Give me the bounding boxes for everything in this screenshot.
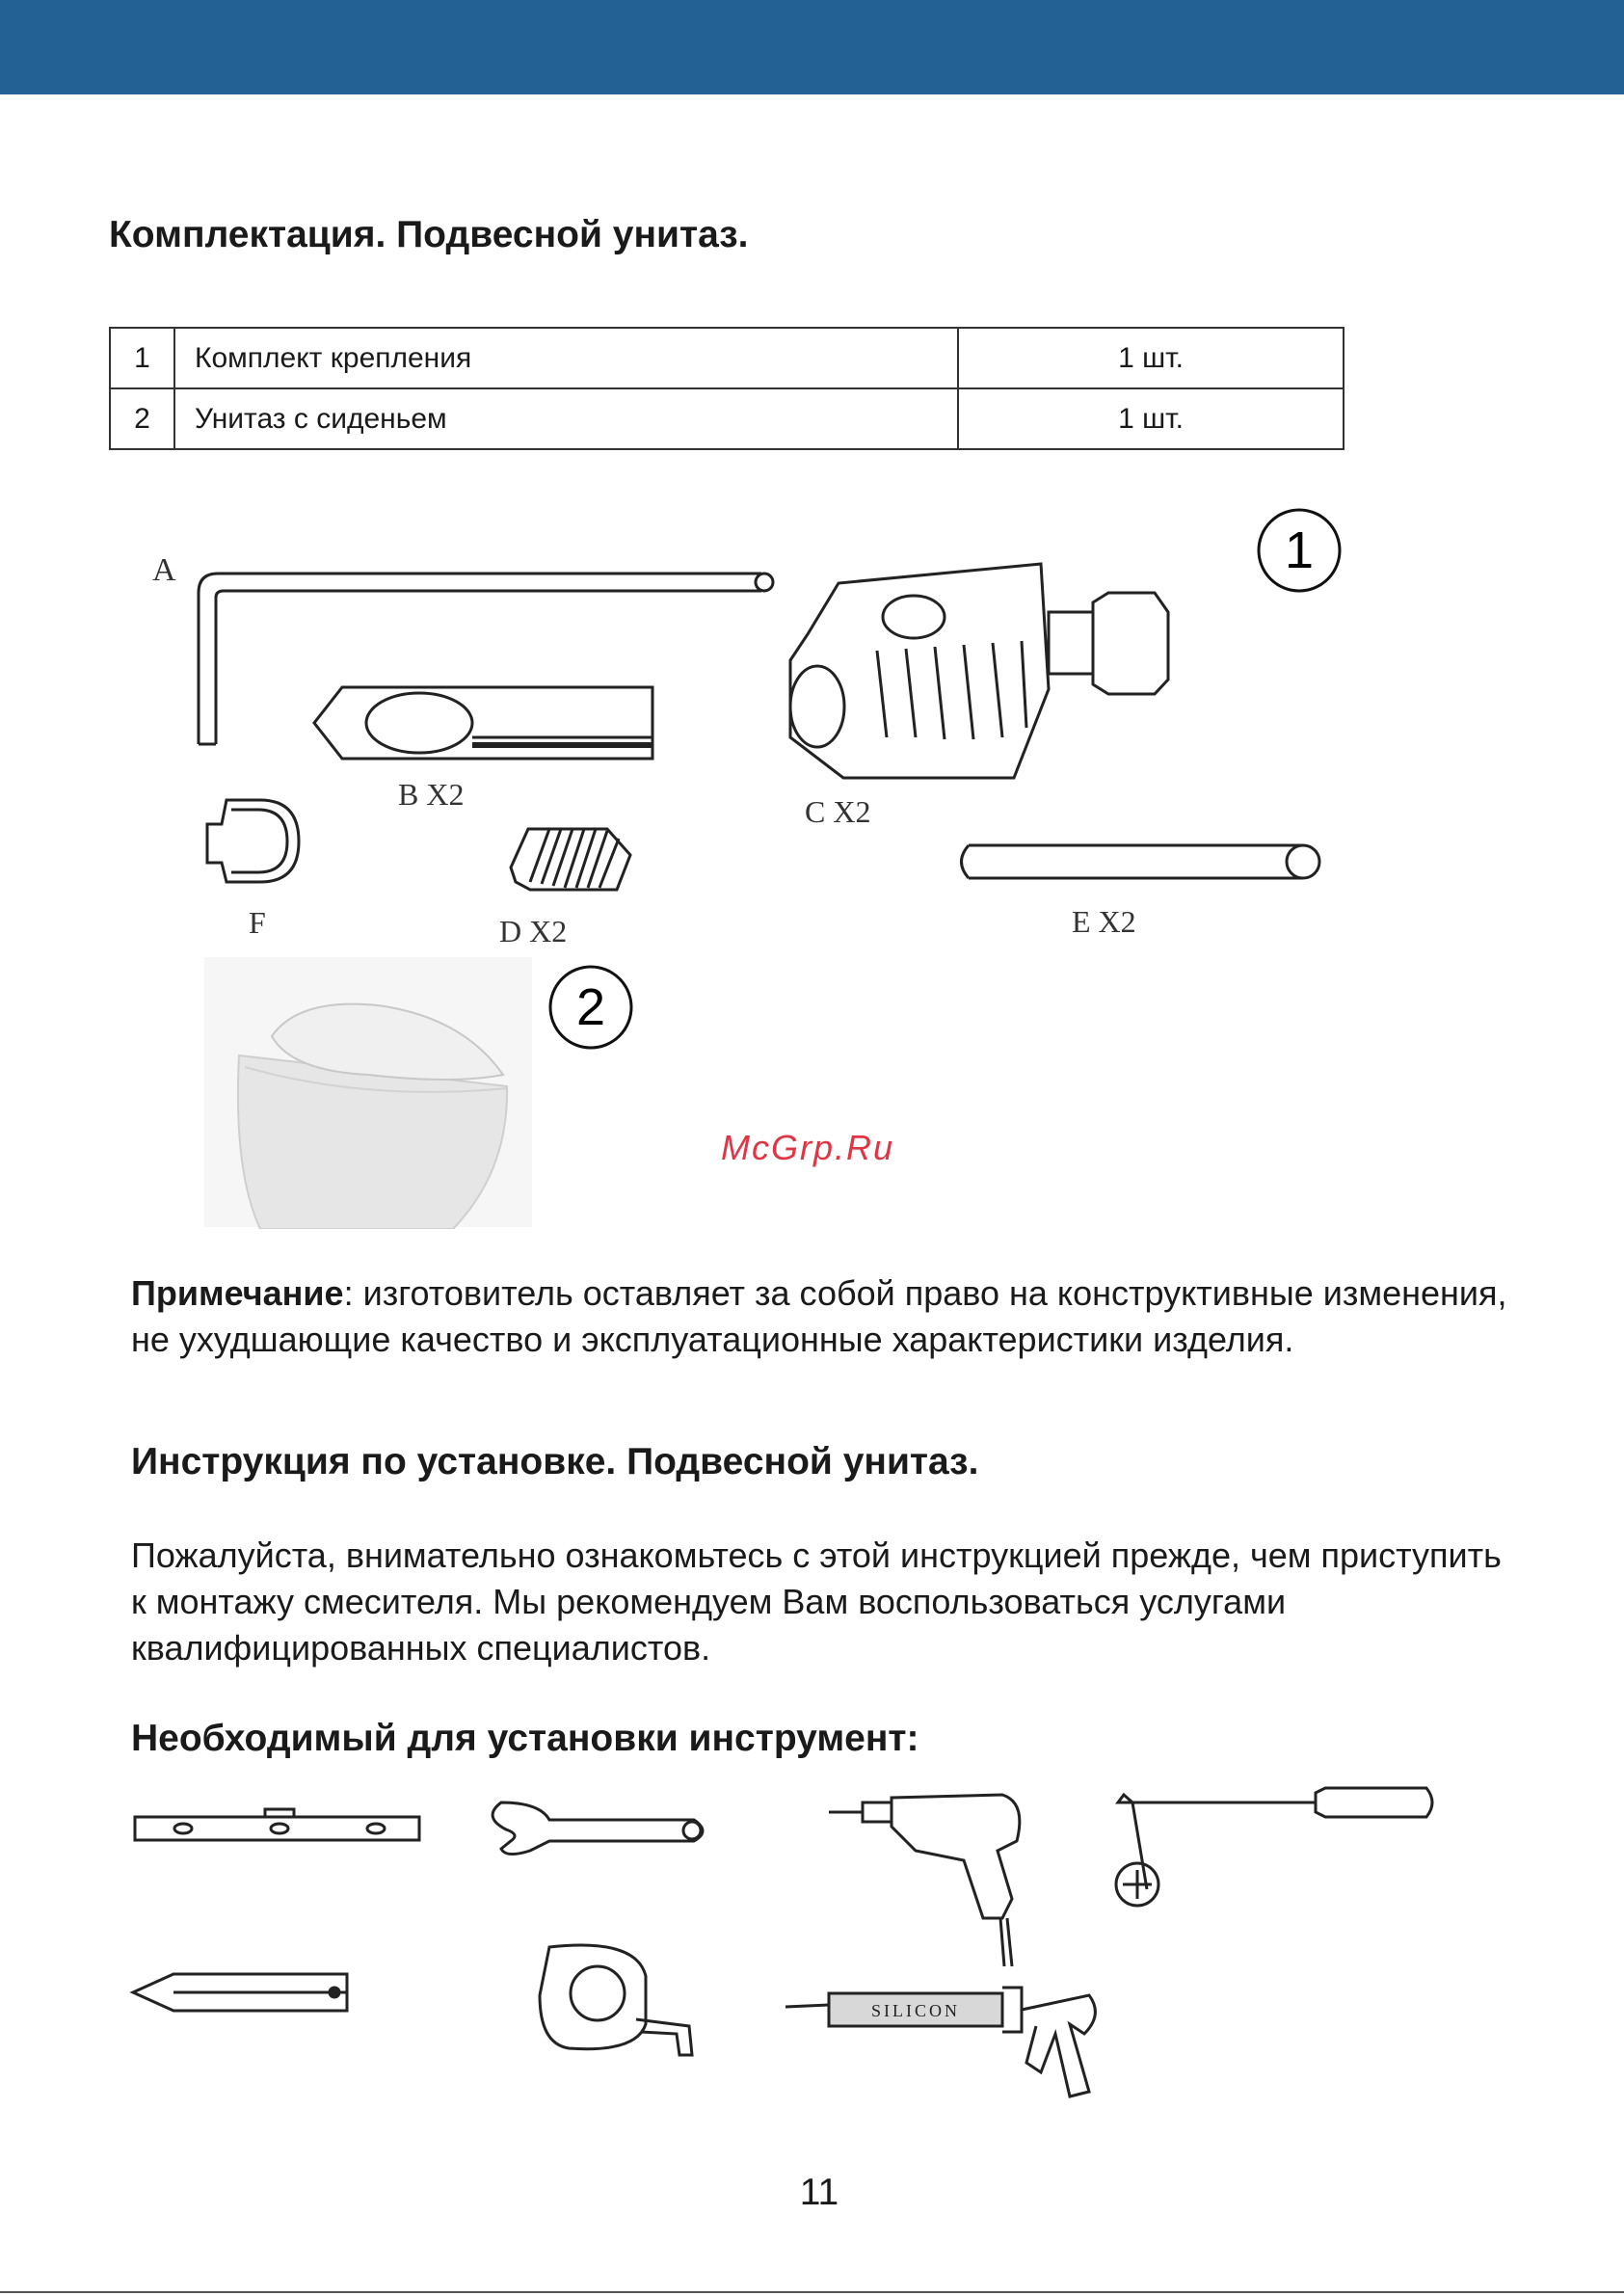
- install-title: Инструкция по установке. Подвесной унитаз.: [131, 1441, 979, 1482]
- intro-paragraph: Пожалуйста, внимательно ознакомьтесь с этой инструкцией прежде, чем приступить к монтажу смесителя. Мы рекомендуем Вам воспользоваться услугами квалифицированных специалистов.: [131, 1535, 1502, 1668]
- bottom-rule: [0, 2291, 1624, 2293]
- table-row: [110, 388, 1344, 449]
- kit-title: Комплектация. Подвесной унитаз.: [109, 214, 749, 255]
- header-band: [0, 0, 1624, 94]
- level-icon: [135, 1809, 419, 1840]
- row-name: Унитаз с сиденьем: [174, 388, 958, 449]
- row-quantity: 1 шт.: [958, 388, 1344, 449]
- badge-1: [1259, 510, 1340, 591]
- row-number: 1: [110, 328, 174, 388]
- screwdriver-icon: [1116, 1788, 1432, 1906]
- drill-icon: [829, 1795, 1020, 1966]
- rod-icon: [962, 845, 1320, 878]
- note-text: : изготовитель оставляет за собой право на конструктивные изменения, не ухудшающие качество и эксплуатационные характеристики изделия.: [131, 1273, 1507, 1359]
- page-number: 11: [799, 2172, 839, 2213]
- row-name: Комплект крепления: [174, 328, 958, 388]
- note-paragraph: [131, 1270, 1519, 1363]
- dowel-icon: [314, 687, 652, 759]
- row-number: 2: [110, 388, 174, 449]
- label-f: F: [249, 905, 266, 940]
- table-row: [110, 328, 1344, 388]
- tools-diagram: [116, 1774, 1465, 2121]
- label-d: D X2: [499, 914, 568, 948]
- badge-1-number: 1: [1284, 521, 1315, 579]
- kit-table: [109, 327, 1344, 450]
- tape-measure-icon: [540, 1945, 692, 2055]
- label-c: C X2: [805, 794, 871, 829]
- watermark: McGrp.Ru: [721, 1128, 895, 1167]
- note-label: Примечание: [131, 1273, 344, 1313]
- label-e: E X2: [1072, 904, 1136, 939]
- tools-title: Необходимый для установки инструмент:: [131, 1718, 919, 1759]
- threaded-rod-icon: [511, 829, 630, 890]
- badge-2: [550, 967, 631, 1048]
- row-quantity: 1 шт.: [958, 328, 1344, 388]
- toilet-image: [204, 957, 532, 1229]
- label-a: A: [152, 552, 176, 588]
- anchor-bolt-icon: [790, 564, 1168, 778]
- pencil-icon: [133, 1974, 347, 2011]
- kit-contents-diagram: [125, 496, 1369, 1229]
- label-b: B X2: [398, 777, 465, 812]
- wrench-icon: [493, 1802, 703, 1855]
- clip-icon: [207, 800, 299, 882]
- badge-2-number: 2: [575, 978, 606, 1036]
- silicon-label: SILICON: [871, 2001, 960, 2020]
- hex-key-icon: [199, 574, 773, 744]
